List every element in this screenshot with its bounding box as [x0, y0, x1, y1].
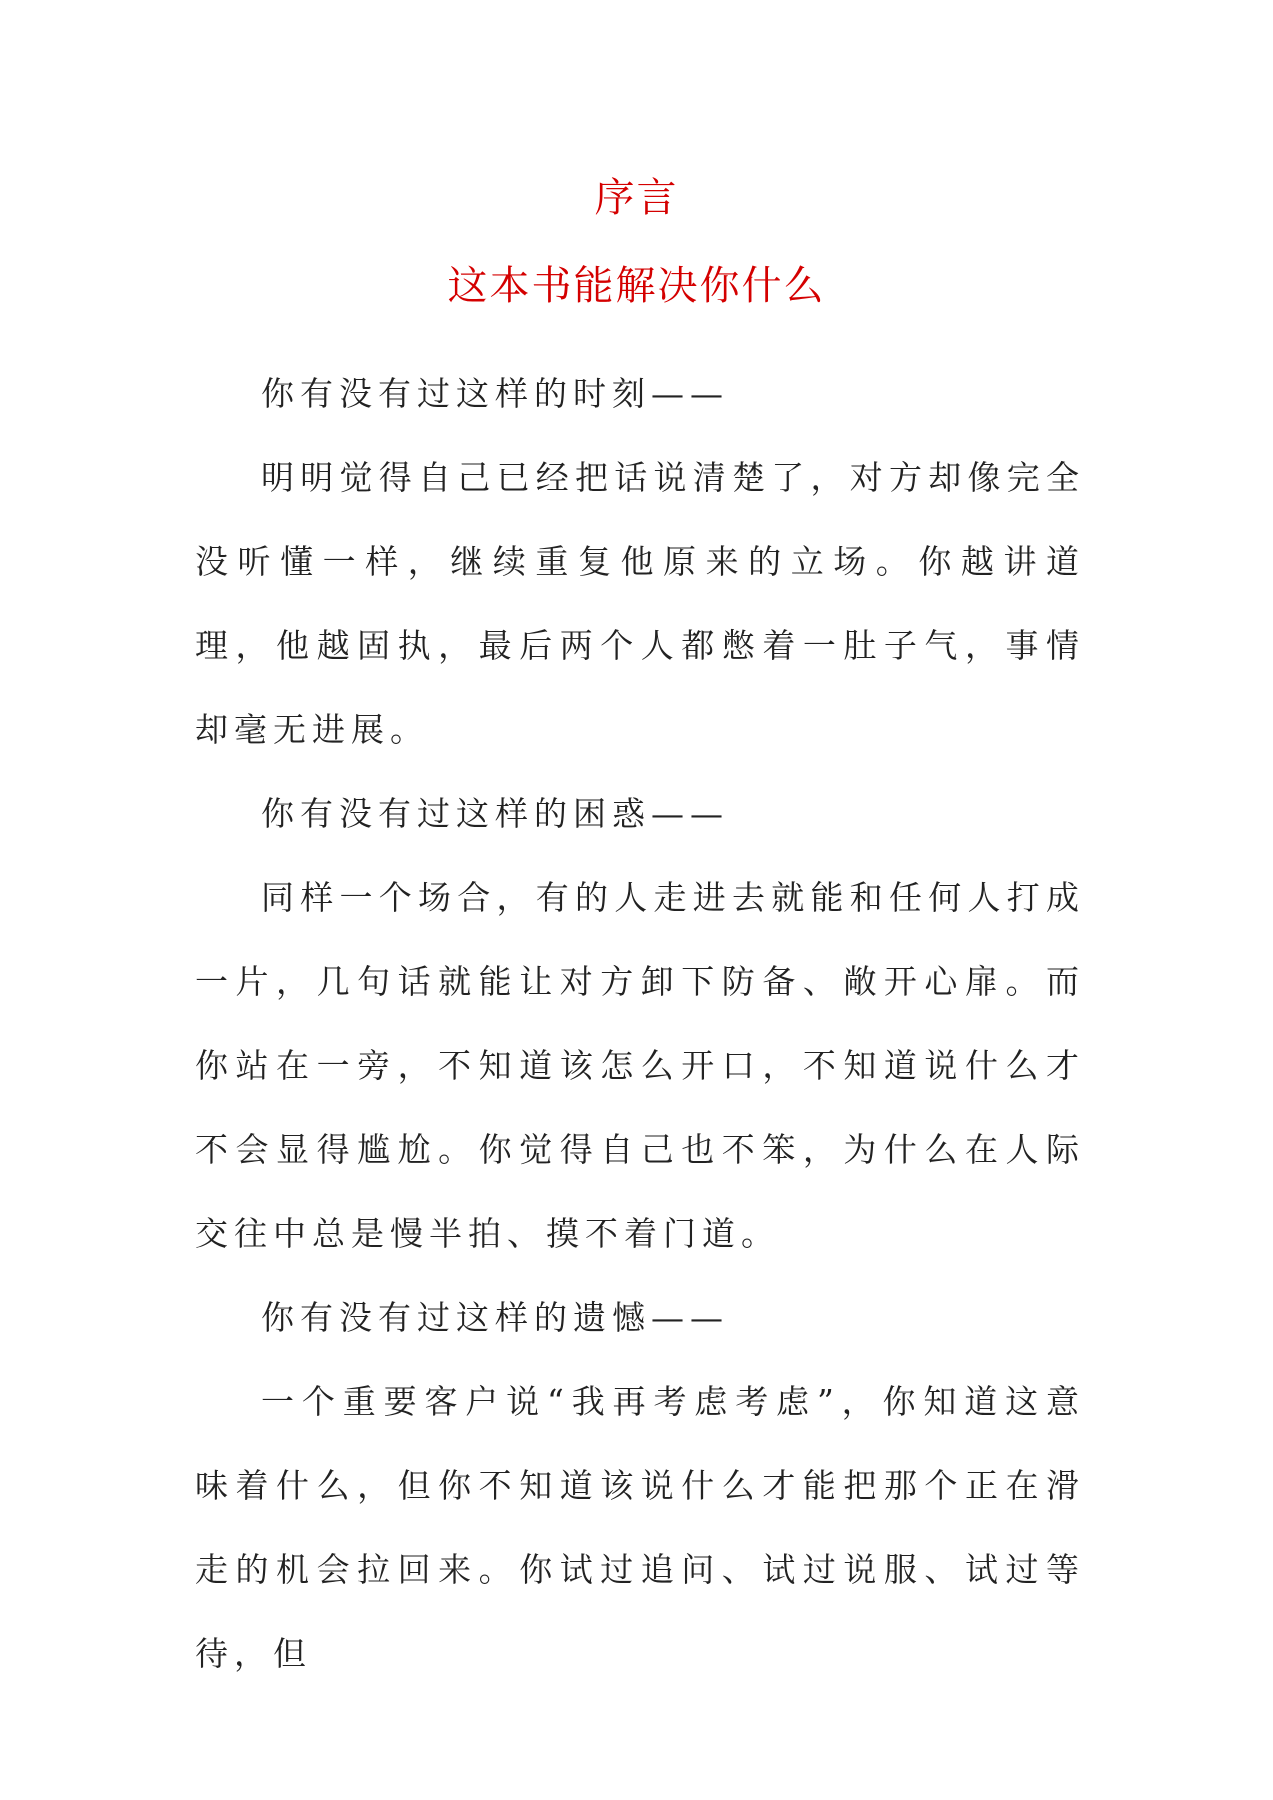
body-text [195, 352, 1085, 1696]
paragraph-3: 你有没有过这样的困惑—— [261, 794, 729, 833]
paragraph-4: 同样一个场合，有的人走进去就能和任何人打成一片，几句话就能让对方卸下防备、敞开心扉。而你站在一旁，不知道该怎么开口，不知道说什么才不会显得尴尬。你觉得自己也不笨，为什么在人际交往中总是慢半拍、摸不着门道。 [195, 878, 1085, 1253]
paragraph-2: 明明觉得自己已经把话说清楚了，对方却像完全没听懂一样，继续重复他原来的立场。你越讲道理，他越固执，最后两个人都憋着一肚子气，事情却毫无进展。 [195, 458, 1085, 749]
paragraph-5: 你有没有过这样的遗憾—— [261, 1298, 729, 1337]
page-subtitle: 这本书能解决你什么 [447, 263, 826, 309]
paragraph-1: 你有没有过这样的时刻—— [261, 374, 729, 413]
page-title: 序言 [594, 175, 679, 221]
paragraph-6: 一个重要客户说“我再考虑考虑”，你知道这意味着什么，但你不知道该说什么才能把那个正在滑走的机会拉回来。你试过追问、试过说服、试过等待，但 [195, 1382, 1085, 1673]
